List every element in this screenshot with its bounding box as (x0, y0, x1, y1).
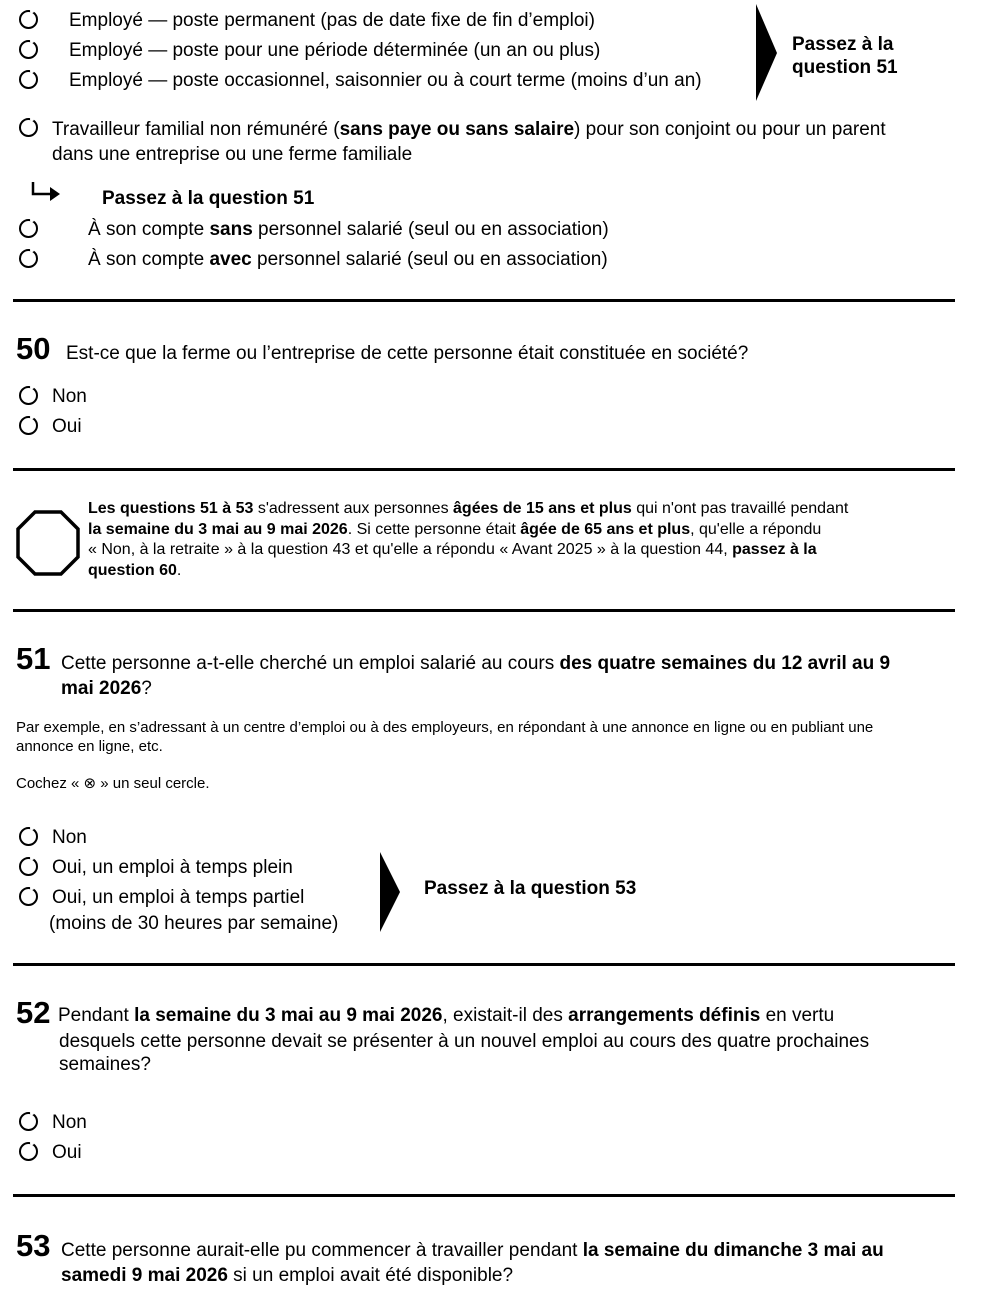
radio-self-employed-with-staff[interactable] (19, 249, 38, 268)
question-52-text-cont: desquels cette personne devait se présenter à un nouvel emploi au cours des quatre prochaines semaines? (59, 1031, 870, 1075)
question-53-text: Cette personne aurait-elle pu commencer à travailler pendant la semaine du dimanche 3 mai au samedi 9 mai 2026 si un emploi avait été disponible? (61, 1240, 884, 1286)
section-divider (13, 609, 955, 612)
q52-option-non-label: Non (52, 1112, 87, 1133)
q51-option-part-time-label: Oui, un emploi à temps partiel (52, 887, 305, 908)
option-unpaid-family-worker-label: Travailleur familial non rémunéré (sans paye ou sans salaire) pour son conjoint ou pour un parent dans une entreprise ou une ferme familiale (52, 119, 886, 165)
q51-option-full-time-label: Oui, un emploi à temps plein (52, 857, 293, 878)
option-self-employed-with-staff-label: À son compte avec personnel salarié (seul ou en association) (88, 249, 608, 270)
radio-q50-non[interactable] (19, 386, 38, 405)
q50-option-non-label: Non (52, 386, 87, 407)
q51-part-time-note: (moins de 30 heures par semaine) (49, 913, 339, 934)
radio-q52-non[interactable] (19, 1112, 38, 1131)
section-divider (13, 468, 955, 471)
radio-q51-part-time[interactable] (19, 887, 38, 906)
radio-q52-oui[interactable] (19, 1142, 38, 1161)
option-employee-fixed-term-label: Employé — poste pour une période déterminée (un an ou plus) (69, 40, 601, 61)
question-51-number: 51 (16, 641, 51, 676)
skip-arrow-icon (380, 852, 401, 932)
question-51-example: Par exemple, en s’adressant à un centre d’emploi ou à des employeurs, en répondant à une annonce en ligne ou en publiant une annonce en ligne, etc. (16, 719, 874, 755)
goto-question-51-label: Passez à la question 51 (792, 34, 898, 78)
skip-arrow-icon (756, 4, 778, 102)
stop-instruction-note: Les questions 51 à 53 s'adressent aux personnes âgées de 15 ans et plus qui n'ont pas travaillé pendant la semaine du 3 mai au 9 mai 2026. Si cette personne était âgée de 65 ans et plus, qu'elle a répondu « Non, à la retraite » à la question 43 et qu'elle a répondu « Avant 2025 » à la question 44, passez à la question 60. (88, 500, 849, 579)
goto-question-51-unpaid: Passez à la question 51 (102, 188, 315, 209)
question-50-text: Est-ce que la ferme ou l’entreprise de cette personne était constituée en société? (66, 343, 749, 364)
section-divider (13, 1194, 955, 1197)
radio-employee-permanent[interactable] (19, 10, 38, 29)
section-divider (13, 963, 955, 966)
radio-q51-non[interactable] (19, 827, 38, 846)
goto-question-53-label: Passez à la question 53 (424, 878, 637, 899)
question-51-text: Cette personne a-t-elle cherché un emploi salarié au cours des quatre semaines du 12 avril au 9 mai 2026? (61, 653, 891, 699)
radio-q50-oui[interactable] (19, 416, 38, 435)
question-51-instruction: Cochez « ⊗ » un seul cercle. (16, 775, 210, 792)
question-53-number: 53 (16, 1228, 51, 1263)
radio-employee-fixed-term[interactable] (19, 40, 38, 59)
radio-employee-casual[interactable] (19, 70, 38, 89)
radio-self-employed-without-staff[interactable] (19, 219, 38, 238)
q51-option-non-label: Non (52, 827, 87, 848)
question-52-number: 52 (16, 995, 51, 1030)
option-employee-permanent-label: Employé — poste permanent (pas de date fixe de fin d’emploi) (69, 10, 595, 31)
section-divider (13, 299, 955, 302)
stop-octagon-icon (16, 510, 80, 576)
skip-hook-arrow-icon (30, 180, 62, 206)
option-self-employed-without-staff-label: À son compte sans personnel salarié (seul ou en association) (88, 219, 609, 240)
q50-option-oui-label: Oui (52, 416, 82, 437)
question-52-text-line1: Pendant la semaine du 3 mai au 9 mai 2026, existait-il des arrangements définis en vertu (58, 1005, 835, 1026)
radio-unpaid-family-worker[interactable] (19, 118, 38, 137)
radio-q51-full-time[interactable] (19, 857, 38, 876)
q52-option-oui-label: Oui (52, 1142, 82, 1163)
option-employee-casual-label: Employé — poste occasionnel, saisonnier ou à court terme (moins d’un an) (69, 70, 702, 91)
question-50-number: 50 (16, 331, 51, 366)
